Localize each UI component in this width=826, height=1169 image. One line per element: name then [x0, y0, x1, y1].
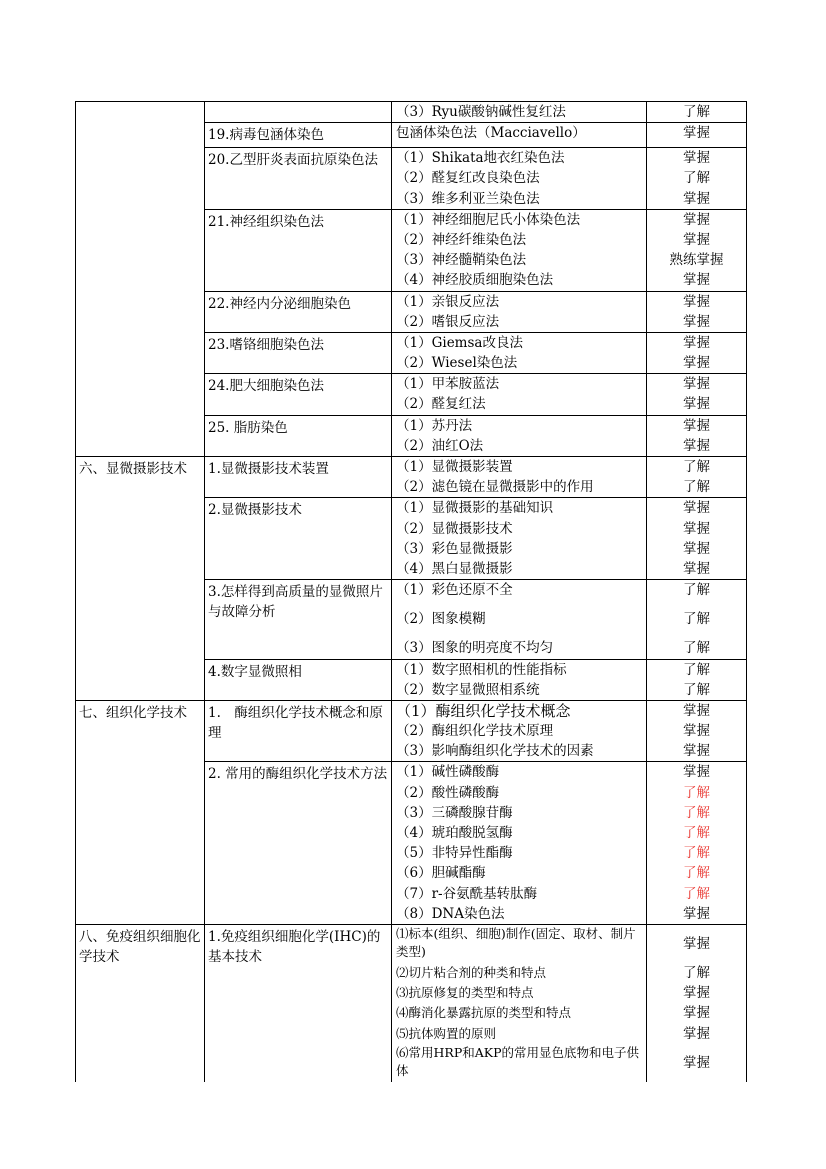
level-label: 了解: [683, 825, 710, 841]
section-cell: [76, 700, 205, 924]
items-cell: [392, 102, 647, 123]
topic-cell: [205, 209, 392, 291]
topic-cell: [205, 123, 392, 148]
items-cell: [392, 123, 647, 148]
topic-cell: [205, 332, 392, 373]
levels-cell: [647, 374, 747, 415]
topic-label: 1. 酶组织化学技术概念和原理: [208, 704, 383, 741]
section-label: 七、组织化学技术: [79, 704, 187, 721]
item-line: （3）维多利亚兰染色法: [396, 190, 540, 207]
items-cell: [392, 291, 647, 332]
item-line: （2）显微摄影技术: [396, 520, 513, 537]
items-cell: [392, 148, 647, 210]
level-label: 掌握: [683, 272, 710, 289]
section-cell: [76, 924, 205, 1081]
topic-label: 24.肥大细胞染色法: [208, 378, 324, 395]
section-cell: [76, 102, 205, 457]
levels-cell: [647, 291, 747, 332]
levels-cell: [647, 762, 747, 925]
level-label: 掌握: [683, 702, 710, 719]
level-label: 掌握: [683, 231, 710, 248]
table-row: [76, 457, 747, 498]
item-line: （4）神经胶质细胞染色法: [396, 272, 554, 289]
items-cell: [392, 762, 647, 925]
section-cell: [76, 457, 205, 701]
topic-cell: [205, 374, 392, 415]
levels-cell: [647, 700, 747, 762]
item-line: （3）图象的明亮度不均匀: [396, 640, 554, 657]
topic-cell: [205, 924, 392, 1081]
level-label: 掌握: [683, 150, 710, 167]
items-cell: [392, 374, 647, 415]
item-line: （2）醛复红法: [396, 396, 486, 413]
item-line: （2）酸性磷酸酶: [396, 784, 500, 801]
level-label: 掌握: [683, 125, 710, 142]
item-line: （2）滤色镜在显微摄影中的作用: [396, 479, 594, 496]
level-label: 了解: [683, 459, 710, 475]
item-line: （2）图象模糊: [396, 611, 486, 628]
level-label: 掌握: [683, 417, 710, 434]
level-label: 了解: [683, 681, 710, 698]
item-line: （6）胆碱酯酶: [396, 865, 486, 882]
topic-cell: [205, 700, 392, 762]
section-label: 八、免疫组织细胞化学技术: [79, 928, 201, 965]
topic-label: 4.数字显微照相: [208, 663, 302, 680]
levels-cell: [647, 924, 747, 1081]
levels-cell: [647, 415, 747, 456]
level-label: 掌握: [683, 905, 710, 922]
item-line: （2）数字显微照相系统: [396, 681, 540, 698]
item-line: （2）Wiesel染色法: [396, 355, 518, 372]
levels-cell: [647, 498, 747, 580]
topic-cell: [205, 148, 392, 210]
topic-cell: [205, 498, 392, 580]
level-label: 掌握: [683, 1025, 710, 1042]
items-cell: [392, 700, 647, 762]
levels-cell: [647, 659, 747, 700]
table-row: [76, 700, 747, 762]
item-line: （3）彩色显微摄影: [396, 540, 513, 557]
levels-cell: [647, 148, 747, 210]
item-line: （1）甲苯胺蓝法: [396, 376, 500, 393]
item-line: （1）Giemsa改良法: [396, 334, 523, 351]
item-line: （1）碱性磷酸酶: [396, 764, 500, 781]
level-label: 了解: [683, 661, 710, 678]
levels-cell: [647, 209, 747, 291]
topic-label: 2.显微摄影技术: [208, 502, 302, 519]
item-line: 包涵体染色法（Macciavello）: [396, 125, 586, 142]
level-label: 掌握: [683, 560, 710, 577]
item-line: （1）彩色还原不全: [396, 582, 513, 599]
topic-label: 22.神经内分泌细胞染色: [208, 295, 351, 312]
level-label: 了解: [683, 845, 710, 862]
item-line: （8）DNA染色法: [396, 905, 505, 922]
topic-label: 1.显微摄影技术装置: [208, 461, 329, 477]
level-label: 掌握: [683, 1054, 710, 1071]
levels-cell: [647, 457, 747, 498]
item-line: （4）琥珀酸脱氢酶: [396, 825, 513, 841]
item-line: （1）苏丹法: [396, 417, 473, 434]
level-label: 掌握: [683, 211, 710, 228]
level-label: 了解: [683, 784, 710, 801]
level-label: 熟练掌握: [669, 252, 724, 269]
item-line: （2）酶组织化学技术原理: [396, 723, 554, 740]
topic-label: 2. 常用的酶组织化学技术方法: [208, 766, 388, 783]
levels-cell: [647, 332, 747, 373]
level-label: 掌握: [683, 540, 710, 557]
table-row: [76, 102, 747, 123]
topic-label: 21.神经组织染色法: [208, 213, 324, 230]
level-label: 掌握: [683, 1005, 710, 1022]
items-cell: [392, 498, 647, 580]
level-label: 掌握: [683, 313, 710, 330]
topic-cell: [205, 659, 392, 700]
topic-label: 20.乙型肝炎表面抗原染色法: [208, 152, 378, 169]
section-label: 六、显微摄影技术: [79, 461, 187, 477]
topic-cell: [205, 580, 392, 659]
topic-cell: [205, 102, 392, 123]
topic-label: 25. 脂肪染色: [208, 419, 288, 436]
level-label: 了解: [683, 479, 710, 496]
item-line: ⑸抗体购置的原则: [396, 1025, 497, 1041]
items-cell: [392, 924, 647, 1081]
level-label: 掌握: [683, 985, 710, 1002]
levels-cell: [647, 123, 747, 148]
level-label: 了解: [683, 885, 710, 902]
item-line: ⑹常用HRP和AKP的常用显色底物和电子供体: [396, 1044, 639, 1078]
item-line: （2）油红O法: [396, 437, 484, 454]
item-line: （1）酶组织化学技术概念: [396, 701, 571, 720]
item-line: （1）显微摄影装置: [396, 459, 513, 475]
syllabus-table: [75, 101, 747, 1082]
level-label: 了解: [683, 964, 710, 981]
level-label: 了解: [683, 640, 710, 657]
level-label: 掌握: [683, 520, 710, 537]
level-label: 掌握: [683, 376, 710, 393]
item-line: （3）三磷酸腺苷酶: [396, 804, 513, 821]
topic-cell: [205, 415, 392, 456]
item-line: ⑷酶消化暴露抗原的类型和特点: [396, 1005, 572, 1021]
item-line: （1）亲银反应法: [396, 293, 500, 310]
items-cell: [392, 580, 647, 659]
item-line: （1）Shikata地衣红染色法: [396, 150, 565, 167]
item-line: （7）r-谷氨酰基转肽酶: [396, 885, 538, 902]
item-line: （3）神经髓鞘染色法: [396, 252, 527, 269]
topic-label: [205, 102, 391, 106]
item-line: （3）影响酶组织化学技术的因素: [396, 743, 594, 760]
topic-label: 1.免疫组织细胞化学(IHC)的基本技术: [208, 928, 381, 965]
level-label: 掌握: [683, 355, 710, 372]
topic-cell: [205, 457, 392, 498]
item-line: （1）数字照相机的性能指标: [396, 661, 567, 678]
level-label: 掌握: [683, 334, 710, 351]
item-line: （3）Ryu碳酸钠碱性复红法: [396, 104, 566, 120]
item-line: ⑵切片粘合剂的种类和特点: [396, 964, 547, 980]
item-line: （5）非特异性酯酶: [396, 845, 513, 862]
level-label: 掌握: [683, 723, 710, 740]
level-label: 掌握: [683, 190, 710, 207]
level-label: 掌握: [683, 935, 710, 952]
levels-cell: [647, 102, 747, 123]
level-label: 了解: [683, 582, 710, 599]
topic-label: 19.病毒包涵体染色: [208, 127, 324, 144]
level-label: 掌握: [683, 743, 710, 760]
items-cell: [392, 457, 647, 498]
level-label: 掌握: [683, 293, 710, 310]
items-cell: [392, 659, 647, 700]
item-line: （2）嗜银反应法: [396, 313, 500, 330]
topic-cell: [205, 291, 392, 332]
item-line: （4）黑白显微摄影: [396, 560, 513, 577]
level-label: 了解: [683, 104, 710, 120]
item-line: ⑶抗原修复的类型和特点: [396, 985, 534, 1001]
level-label: 了解: [683, 804, 710, 821]
table-row: [76, 924, 747, 1081]
topic-cell: [205, 762, 392, 925]
level-label: 掌握: [683, 500, 710, 517]
item-line: （1）神经细胞尼氏小体染色法: [396, 211, 581, 228]
level-label: 掌握: [683, 764, 710, 781]
item-line: （2）神经纤维染色法: [396, 231, 527, 248]
level-label: 了解: [683, 865, 710, 882]
item-line: （2）醛复红改良染色法: [396, 170, 540, 187]
level-label: 掌握: [683, 437, 710, 454]
items-cell: [392, 415, 647, 456]
items-cell: [392, 209, 647, 291]
levels-cell: [647, 580, 747, 659]
item-line: （1）显微摄影的基础知识: [396, 500, 554, 517]
item-line: ⑴标本(组织、细胞)制作(固定、取材、制片类型): [396, 925, 636, 959]
level-label: 了解: [683, 611, 710, 628]
topic-label: 3.怎样得到高质量的显微照片与故障分析: [208, 584, 383, 621]
topic-label: 23.嗜铬细胞染色法: [208, 336, 324, 353]
level-label: 了解: [683, 170, 710, 187]
items-cell: [392, 332, 647, 373]
level-label: 掌握: [683, 396, 710, 413]
